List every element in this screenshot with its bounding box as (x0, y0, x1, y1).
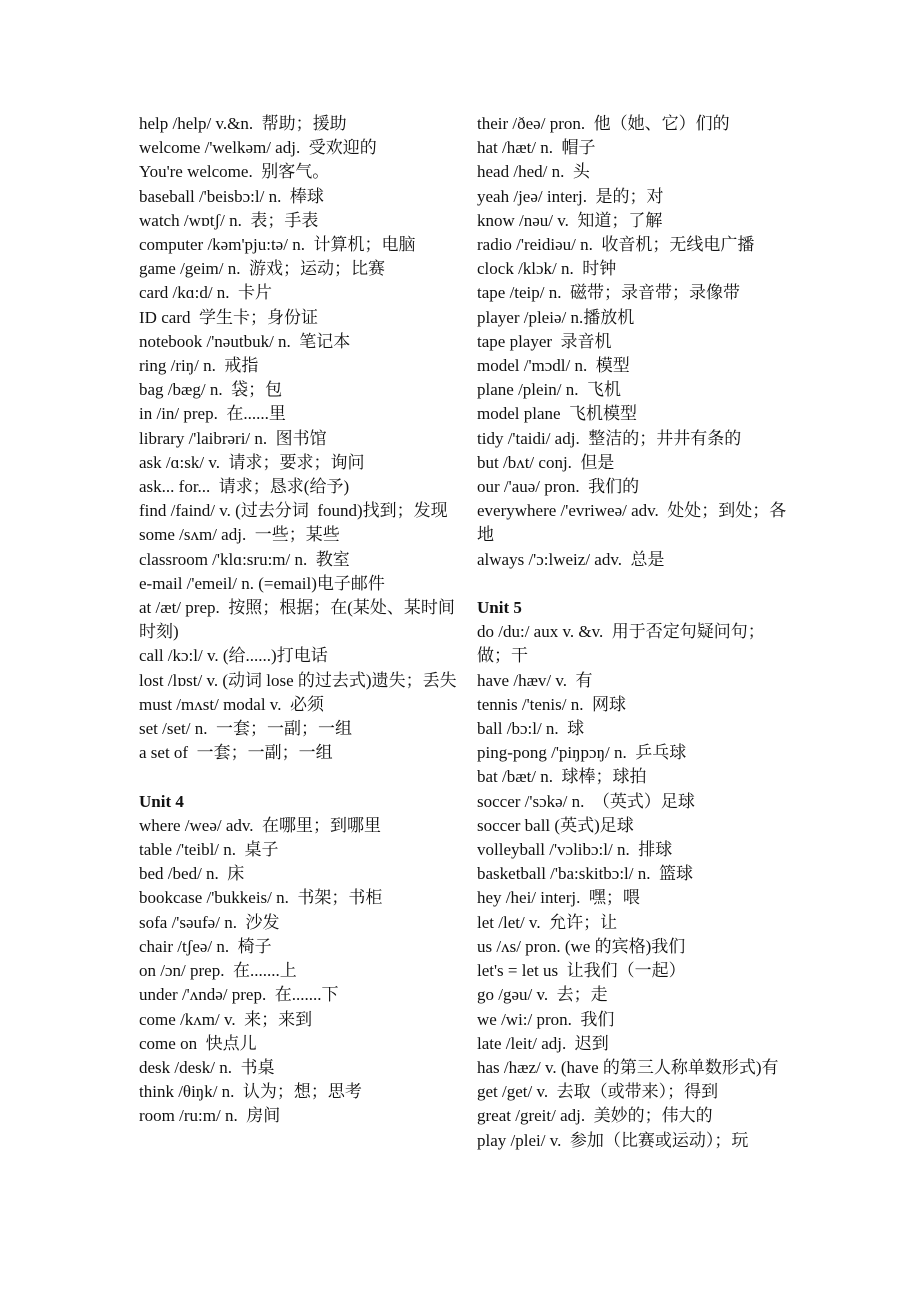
vocab-entry: know /nəu/ v. 知道；了解 (477, 210, 663, 230)
vocab-entry: a set of 一套；一副；一组 (139, 743, 333, 763)
vocab-entry: card /kɑ:d/ n. 卡片 (139, 283, 273, 303)
vocab-entry: e-mail /'emeil/ n. (=email)电子邮件 (139, 573, 385, 593)
unit5-heading: Unit 5 (477, 598, 522, 618)
section-gap (477, 572, 795, 596)
vocab-entry: set /set/ n. 一套；一副；一组 (139, 719, 352, 739)
vocab-entry: ping-pong /'piŋpɔŋ/ n. 乒乓球 (477, 743, 687, 763)
vocab-entry: some /sʌm/ adj. 一些；某些 (139, 525, 340, 545)
vocab-entry: computer /kəm'pju:tə/ n. 计算机；电脑 (139, 235, 416, 255)
vocab-list-left-a (139, 112, 457, 765)
vocab-entry: ask... for... 请求；恳求(给予) (139, 477, 350, 497)
vocab-entry: let /let/ v. 允许；让 (477, 912, 618, 932)
vocab-entry: lost /lɒst/ v. (动词 lose 的过去式)遗失；丢失 (139, 670, 457, 690)
vocab-entry: player /pleiə/ n.播放机 (477, 307, 635, 327)
vocab-entry: think /θiŋk/ n. 认为；想；思考 (139, 1082, 362, 1102)
vocab-entry: game /geim/ n. 游戏；运动；比赛 (139, 259, 386, 279)
vocab-entry: always /'ɔ:lweiz/ adv. 总是 (477, 549, 665, 569)
vocab-entry: tape /teip/ n. 磁带；录音带；录像带 (477, 283, 741, 303)
vocab-entry: model plane 飞机模型 (477, 404, 638, 424)
vocab-entry: ID card 学生卡；身份证 (139, 307, 318, 327)
vocab-entry: but /bʌt/ conj. 但是 (477, 452, 615, 472)
vocab-entry: their /ðeə/ pron. 他（她、它）们的 (477, 114, 730, 133)
vocab-entry: library /'laibrəri/ n. 图书馆 (139, 428, 327, 448)
vocab-entry: must /mʌst/ modal v. 必须 (139, 694, 324, 714)
vocab-list-right-b (477, 620, 795, 1152)
vocab-entry: ask /ɑ:sk/ v. 请求；要求；询问 (139, 452, 365, 472)
left-column (139, 112, 457, 1129)
vocab-entry: welcome /'welkəm/ adj. 受欢迎的 (139, 138, 377, 158)
vocab-entry: watch /wɒtʃ/ n. 表；手表 (139, 210, 319, 230)
vocab-entry: help /help/ v.&n. 帮助；援助 (139, 114, 347, 133)
vocab-entry: bookcase /'bukkeis/ n. 书架；书柜 (139, 888, 383, 908)
vocab-entry: hat /hæt/ n. 帽子 (477, 138, 596, 158)
vocab-entry: desk /desk/ n. 书桌 (139, 1057, 275, 1077)
vocab-entry: has /hæz/ v. (have 的第三人称单数形式)有 (477, 1057, 779, 1077)
vocab-entry: volleyball /'vɔlibɔ:l/ n. 排球 (477, 840, 673, 860)
vocab-entry: tidy /'taidi/ adj. 整洁的；井井有条的 (477, 428, 742, 448)
vocab-entry: play /plei/ v. 参加（比赛或运动）；玩 (477, 1130, 749, 1150)
vocab-entry: model /'mɔdl/ n. 模型 (477, 356, 630, 376)
vocab-entry: let's = let us 让我们（一起） (477, 961, 686, 981)
vocab-entry: come /kʌm/ v. 来；来到 (139, 1009, 313, 1029)
vocab-entry: tennis /'tenis/ n. 网球 (477, 694, 626, 714)
right-column (477, 112, 795, 1153)
vocab-entry: in /in/ prep. 在......里 (139, 404, 286, 424)
vocab-entry: bat /bæt/ n. 球棒；球拍 (477, 767, 647, 787)
vocab-entry: do /du:/ aux v. &v. 用于否定句疑问句；做；干 (477, 622, 765, 666)
vocab-entry: plane /plein/ n. 飞机 (477, 380, 622, 400)
vocab-entry: notebook /'nəutbuk/ n. 笔记本 (139, 331, 351, 351)
vocab-entry: get /get/ v. 去取（或带来）；得到 (477, 1082, 719, 1102)
vocab-list-left-b (139, 814, 457, 1129)
unit4-heading: Unit 4 (139, 791, 184, 811)
vocab-entry: soccer /'sɔkə/ n. （英式）足球 (477, 791, 695, 811)
vocab-entry: ring /riŋ/ n. 戒指 (139, 356, 259, 376)
vocab-entry: basketball /'ba:skitbɔ:l/ n. 篮球 (477, 864, 694, 884)
vocab-entry: clock /klɔk/ n. 时钟 (477, 259, 617, 279)
vocab-entry: go /gəu/ v. 去；走 (477, 985, 608, 1005)
vocab-entry: find /faind/ v. (过去分词 found)找到；发现 (139, 501, 448, 521)
vocab-list-right-a (477, 112, 795, 572)
vocab-entry: everywhere /'evriweə/ adv. 处处；到处；各地 (477, 501, 787, 545)
vocab-entry: our /'auə/ pron. 我们的 (477, 477, 640, 497)
vocab-entry: ball /bɔ:l/ n. 球 (477, 719, 585, 739)
vocab-entry: radio /'reidiəu/ n. 收音机；无线电广播 (477, 235, 755, 255)
vocab-entry: us /ʌs/ pron. (we 的宾格)我们 (477, 936, 686, 956)
vocab-entry: table /'teibl/ n. 桌子 (139, 840, 279, 860)
vocab-entry: head /hed/ n. 头 (477, 162, 590, 182)
vocab-entry: chair /tʃeə/ n. 椅子 (139, 936, 272, 956)
vocab-entry: You're welcome. 别客气。 (139, 162, 330, 182)
vocab-entry: soccer ball (英式)足球 (477, 815, 634, 835)
vocab-entry: great /greit/ adj. 美妙的；伟大的 (477, 1106, 713, 1126)
vocab-entry: call /kɔ:l/ v. (给......)打电话 (139, 646, 328, 666)
vocab-entry: at /æt/ prep. 按照；根据；在(某处、某时间时刻) (139, 598, 455, 642)
vocab-entry: tape player 录音机 (477, 331, 612, 351)
vocab-entry: baseball /'beisbɔ:l/ n. 棒球 (139, 186, 324, 206)
vocab-entry: classroom /'klɑ:sru:m/ n. 教室 (139, 549, 350, 569)
vocab-entry: room /ru:m/ n. 房间 (139, 1106, 281, 1126)
vocab-entry: bag /bæg/ n. 袋；包 (139, 380, 283, 400)
vocab-entry: on /ɔn/ prep. 在.......上 (139, 961, 297, 981)
vocab-entry: have /hæv/ v. 有 (477, 670, 593, 690)
vocab-entry: come on 快点儿 (139, 1033, 257, 1053)
vocab-entry: yeah /jeə/ interj. 是的；对 (477, 186, 664, 206)
vocab-entry: bed /bed/ n. 床 (139, 864, 245, 884)
section-gap (139, 765, 457, 789)
vocab-entry: we /wi:/ pron. 我们 (477, 1009, 615, 1029)
vocab-entry: sofa /'səufə/ n. 沙发 (139, 912, 280, 932)
vocab-entry: hey /hei/ interj. 嘿；喂 (477, 888, 640, 908)
vocab-entry: where /weə/ adv. 在哪里；到哪里 (139, 815, 382, 835)
vocab-entry: late /leit/ adj. 迟到 (477, 1033, 609, 1053)
vocab-entry: under /'ʌndə/ prep. 在.......下 (139, 985, 339, 1005)
